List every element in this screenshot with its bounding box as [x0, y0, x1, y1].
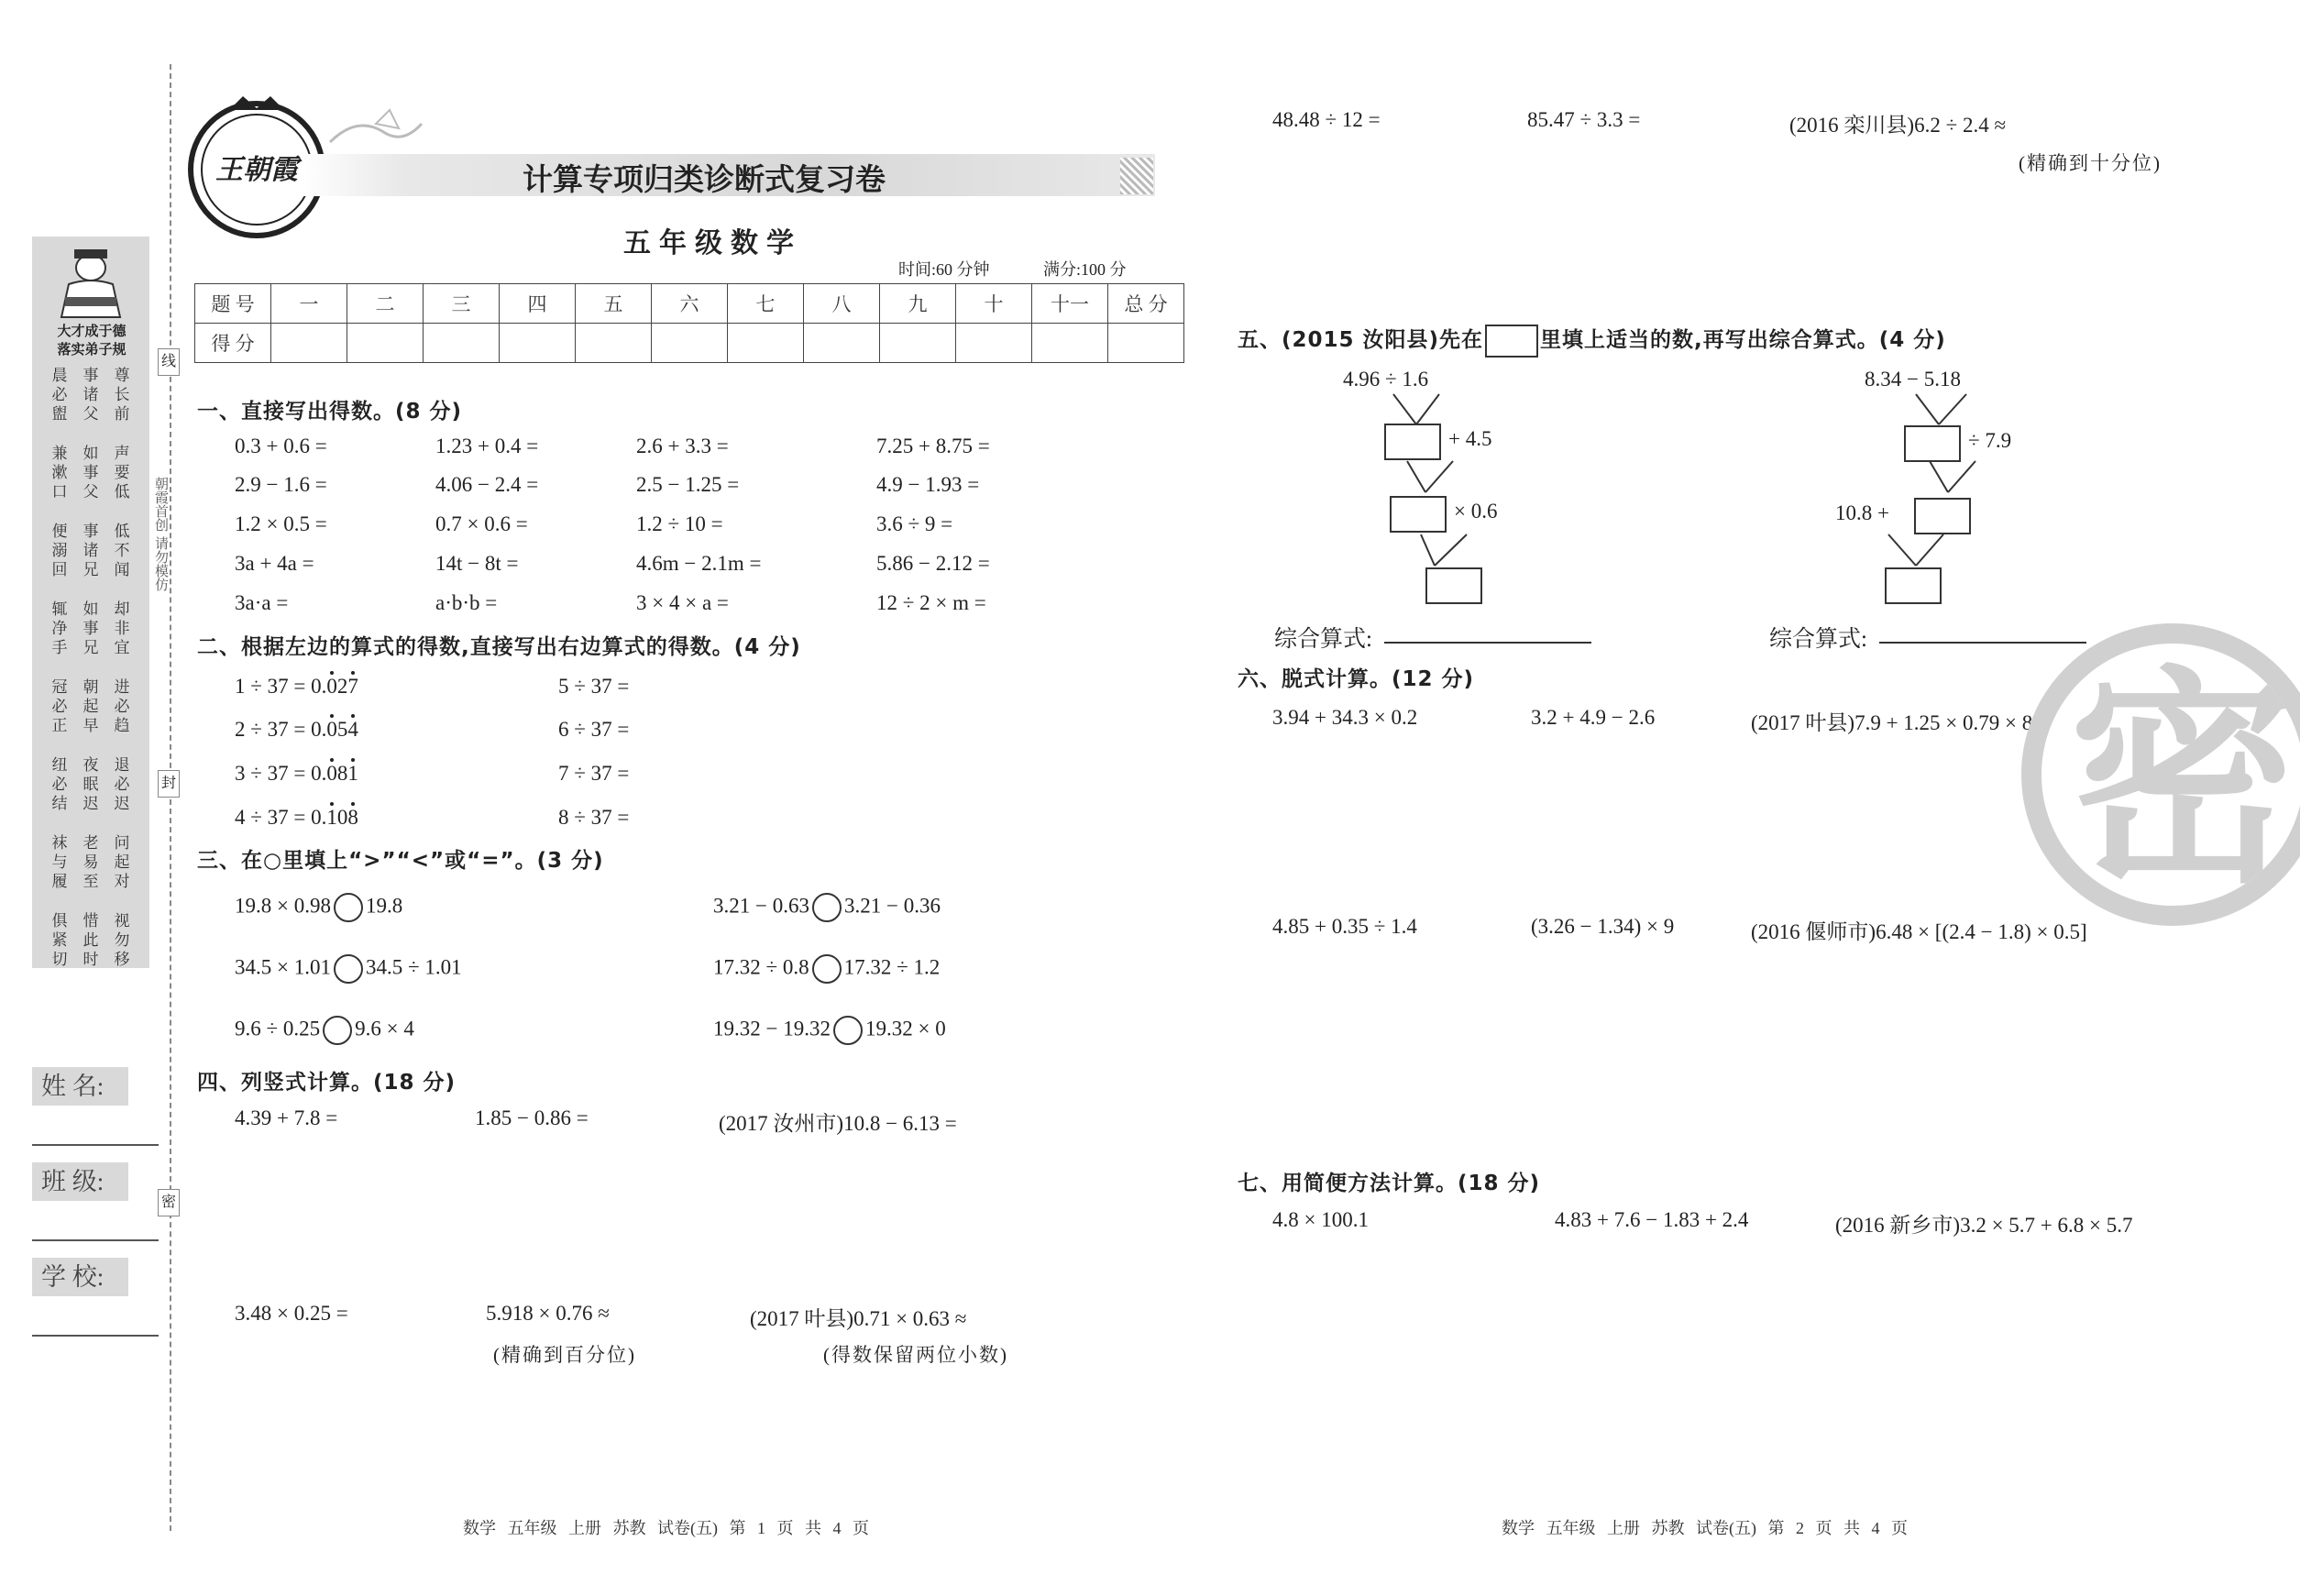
answer-box[interactable]: [1885, 567, 1942, 604]
digit: 0: [336, 806, 348, 829]
repeat-digit: 7: [347, 675, 358, 698]
score-input-cell[interactable]: [1032, 324, 1108, 363]
question: 12 ÷ 2 × m =: [876, 591, 986, 614]
compare-left: 17.32 ÷ 0.8: [713, 955, 809, 979]
score-cell: 题 号: [195, 284, 271, 324]
motto-col: 尊长前: [114, 367, 130, 424]
compare-circle[interactable]: [812, 954, 842, 984]
score-cell: 四: [500, 284, 576, 324]
score-input-cell[interactable]: [1108, 324, 1184, 363]
motto-panel: [32, 237, 149, 968]
score-cell: 八: [804, 284, 880, 324]
question: 8 ÷ 37 =: [558, 806, 630, 829]
question: 3.94 + 34.3 × 0.2: [1272, 706, 1418, 729]
page-title: 计算专项归类诊断式复习卷: [523, 161, 886, 197]
score-input-cell[interactable]: [347, 324, 424, 363]
motto-col: 事诸父: [83, 367, 99, 424]
answer-box[interactable]: [1384, 424, 1441, 460]
score-label-cell: 得 分: [195, 324, 271, 363]
motto-group: [49, 600, 133, 658]
section1-title: 一、直接写出得数。(8 分): [197, 400, 463, 424]
motto-col: 退必迟: [114, 756, 130, 813]
question: (3.26 − 1.34) × 9: [1531, 915, 1675, 938]
repeat-digit: 8: [347, 806, 358, 829]
tree-op: 10.8 +: [1835, 501, 1889, 524]
expr: 2 ÷ 37 = 0.: [235, 718, 327, 741]
precision-note: (精确到百分位): [493, 1344, 636, 1366]
compare-right: 9.6 × 4: [355, 1017, 414, 1040]
motto-col: 便溺回: [51, 523, 68, 579]
question: 4.85 + 0.35 ÷ 1.4: [1272, 915, 1417, 938]
question: 85.47 ÷ 3.3 =: [1527, 108, 1641, 131]
answer-box[interactable]: [1904, 425, 1961, 462]
repeat-digit: 4: [347, 718, 358, 741]
compare-circle[interactable]: [833, 1016, 863, 1045]
motto-group: [49, 756, 133, 814]
score-cell: 五: [576, 284, 652, 324]
scholar-figure: [32, 244, 149, 326]
subject-title: 五年级数学: [623, 227, 802, 259]
motto-col: 晨必盥: [51, 367, 68, 424]
watermark-glyph: 密: [2069, 647, 2298, 914]
motto-col: 事诸兄: [83, 523, 99, 579]
question: (2017 叶县)7.9 + 1.25 × 0.79 × 8: [1751, 711, 2033, 734]
question: 5 ÷ 37 =: [558, 675, 630, 698]
compare-left: 19.8 × 0.98: [235, 894, 331, 918]
question: 4.83 + 7.6 − 1.83 + 2.4: [1555, 1208, 1749, 1231]
motto-col: 如事兄: [83, 600, 99, 657]
compare-left: 19.32 − 19.32: [713, 1017, 831, 1040]
score-table-header-row: [195, 284, 1184, 324]
question: 4.06 − 2.4 =: [435, 473, 539, 496]
question: 1.85 − 0.86 =: [475, 1106, 589, 1129]
score-table-score-row: [195, 324, 1184, 363]
copyright-note: 朝霞首创 请勿模仿: [153, 477, 170, 591]
score-input-cell[interactable]: [728, 324, 804, 363]
motto-col: 进必趋: [114, 678, 130, 735]
compare-item: [235, 1016, 414, 1045]
score-input-cell[interactable]: [271, 324, 347, 363]
repeating-decimal: [235, 718, 358, 742]
repeat-digit: 0: [326, 718, 337, 741]
repeating-decimal: [235, 762, 358, 786]
motto-col: 老易至: [83, 834, 99, 891]
binding-mark-2: 封: [158, 770, 180, 798]
score-input-cell[interactable]: [500, 324, 576, 363]
answer-box[interactable]: [1425, 567, 1482, 604]
motto-col: 如事父: [83, 445, 99, 501]
motto-col: 纽必结: [51, 756, 68, 813]
motto-col: 视勿移: [114, 912, 130, 969]
precision-note: (精确到十分位): [2019, 152, 2162, 174]
motto-group: [49, 912, 133, 970]
tree-top: 4.96 ÷ 1.6: [1343, 368, 1429, 391]
motto-col: 低不闻: [114, 523, 130, 579]
motto-col: 声要低: [114, 445, 130, 501]
score-cell: 十一: [1032, 284, 1108, 324]
digit: 2: [336, 675, 348, 698]
digit: 8: [336, 762, 348, 785]
school-label: 学 校:: [32, 1258, 128, 1296]
repeat-digit: 1: [347, 762, 358, 785]
question: 3.48 × 0.25 =: [235, 1302, 348, 1325]
question: 2.6 + 3.3 =: [636, 435, 729, 457]
question: 48.48 ÷ 12 =: [1272, 108, 1381, 131]
score-cell: 九: [880, 284, 956, 324]
score-table: [194, 283, 1184, 363]
answer-box[interactable]: [1390, 496, 1447, 533]
question: 1.2 × 0.5 =: [235, 512, 327, 535]
score-cell: 一: [271, 284, 347, 324]
combined-expr-label: 综合算式:: [1769, 627, 1867, 652]
question: 5.918 × 0.76 ≈: [486, 1302, 610, 1325]
score-input-cell[interactable]: [652, 324, 728, 363]
compare-circle[interactable]: [323, 1016, 352, 1045]
score-input-cell[interactable]: [424, 324, 500, 363]
score-cell: 十: [956, 284, 1032, 324]
section2-title: 二、根据左边的算式的得数,直接写出右边算式的得数。(4 分): [197, 635, 801, 659]
score-info: 满分:100 分: [1043, 260, 1127, 279]
motto-col: 兼漱口: [51, 445, 68, 501]
motto-col: 俱紧切: [51, 912, 68, 969]
question: (2016 新乡市)3.2 × 5.7 + 6.8 × 5.7: [1835, 1214, 2133, 1237]
question: 3.2 + 4.9 − 2.6: [1531, 706, 1656, 729]
score-input-cell[interactable]: [956, 324, 1032, 363]
question: 4.39 + 7.8 =: [235, 1106, 338, 1129]
tree-op: ÷ 7.9: [1968, 429, 2012, 452]
tree-top: 8.34 − 5.18: [1865, 368, 1961, 391]
compare-right: 3.21 − 0.36: [843, 894, 941, 918]
name-field[interactable]: [32, 1144, 159, 1146]
compare-left: 34.5 × 1.01: [235, 955, 331, 979]
repeat-digit: 0: [326, 675, 337, 698]
compare-item: [713, 893, 941, 922]
motto-col: 却非宜: [114, 600, 130, 657]
question: 5.86 − 2.12 =: [876, 552, 990, 575]
tree-op: + 4.5: [1448, 427, 1492, 450]
motto-group: [49, 834, 133, 892]
section5-title-a: 五、(2015 汝阳县)先在: [1238, 328, 1484, 352]
question: 2.9 − 1.6 =: [235, 473, 327, 496]
compare-item: [713, 1016, 946, 1045]
question: 4.8 × 100.1: [1272, 1208, 1369, 1231]
score-input-cell[interactable]: [880, 324, 956, 363]
motto-col: 辄净手: [51, 600, 68, 657]
section5-title: [1238, 323, 1946, 358]
section7-title: 七、用简便方法计算。(18 分): [1238, 1172, 1541, 1195]
question: 3a·a =: [235, 591, 289, 614]
expr: 4 ÷ 37 = 0.: [235, 806, 327, 829]
question: (2017 汝州市)10.8 − 6.13 =: [719, 1112, 957, 1135]
digit: 5: [336, 718, 348, 741]
motto-group: [49, 523, 133, 580]
compare-right: 34.5 ÷ 1.01: [365, 955, 462, 979]
question: 4.6m − 2.1m =: [636, 552, 762, 575]
score-cell: 三: [424, 284, 500, 324]
question: 3a + 4a =: [235, 552, 314, 575]
repeating-decimal: [235, 806, 358, 830]
expr: 1 ÷ 37 = 0.: [235, 675, 327, 698]
compare-right: 19.8: [365, 894, 403, 918]
motto-col: 问起对: [114, 834, 130, 891]
motto-col: 夜眠迟: [83, 756, 99, 813]
combined-expr-line[interactable]: [1384, 642, 1591, 644]
score-input-cell[interactable]: [576, 324, 652, 363]
title-bar-texture: [1120, 158, 1153, 194]
logo-text: 王朝霞: [215, 155, 298, 185]
ribbon-decoration: [321, 105, 431, 160]
repeating-decimal: [235, 675, 358, 699]
motto-col: 朝起早: [83, 678, 99, 735]
class-label: 班 级:: [32, 1162, 128, 1201]
compare-item: [713, 954, 940, 984]
motto-group: [49, 367, 133, 424]
question: 3 × 4 × a =: [636, 591, 729, 614]
score-cell: 六: [652, 284, 728, 324]
score-cell: 二: [347, 284, 424, 324]
compare-circle[interactable]: [334, 893, 363, 922]
question: 0.7 × 0.6 =: [435, 512, 528, 535]
compare-right: 19.32 × 0: [864, 1017, 946, 1040]
binding-mark-1: 线: [158, 348, 180, 376]
time-info: 时间:60 分钟: [898, 260, 990, 279]
answer-box[interactable]: [1914, 498, 1971, 534]
section4-title: 四、列竖式计算。(18 分): [197, 1071, 457, 1095]
repeat-digit: 1: [326, 806, 337, 829]
motto-col: 惜此时: [83, 912, 99, 969]
combined-expr-line[interactable]: [1879, 642, 2086, 644]
section6-title: 六、脱式计算。(12 分): [1238, 667, 1475, 691]
secret-watermark: [2021, 623, 2300, 926]
question: 4.9 − 1.93 =: [876, 473, 980, 496]
motto-group: [49, 678, 133, 736]
compare-circle[interactable]: [334, 954, 363, 984]
question: 7.25 + 8.75 =: [876, 435, 990, 457]
combined-expr-label: 综合算式:: [1274, 627, 1372, 652]
class-field[interactable]: [32, 1239, 159, 1241]
name-label: 姓 名:: [32, 1067, 128, 1106]
precision-note: (得数保留两位小数): [823, 1344, 1008, 1366]
motto-col: 冠必正: [51, 678, 68, 735]
expr: 3 ÷ 37 = 0.: [235, 762, 327, 785]
binding-mark-3: 密: [158, 1189, 180, 1216]
title-box: [1485, 325, 1538, 358]
question: (2016 栾川县)6.2 ÷ 2.4 ≈: [1789, 114, 2007, 137]
score-cell: 七: [728, 284, 804, 324]
question: 1.23 + 0.4 =: [435, 435, 539, 457]
score-cell: 总 分: [1108, 284, 1184, 324]
question: 6 ÷ 37 =: [558, 718, 630, 741]
question: 14t − 8t =: [435, 552, 519, 575]
compare-right: 17.32 ÷ 1.2: [843, 955, 941, 979]
score-input-cell[interactable]: [804, 324, 880, 363]
compare-item: [235, 893, 402, 922]
section3-title: 三、在○里填上“>”“<”或“=”。(3 分): [197, 849, 604, 873]
compare-left: 3.21 − 0.63: [713, 894, 809, 918]
motto-title-1: 大才成于德: [57, 323, 127, 339]
question: 0.3 + 0.6 =: [235, 435, 327, 457]
compare-left: 9.6 ÷ 0.25: [235, 1017, 321, 1040]
motto-title-2: 落实弟子规: [57, 341, 127, 358]
question: 7 ÷ 37 =: [558, 762, 630, 785]
repeat-digit: 0: [326, 762, 337, 785]
footer-left: 数学 五年级 上册 苏教 试卷(五) 第 1 页 共 4 页: [463, 1519, 869, 1537]
question: (2017 叶县)0.71 × 0.63 ≈: [750, 1307, 967, 1330]
tree-op: × 0.6: [1454, 500, 1498, 523]
motto-col: 袜与履: [51, 834, 68, 891]
footer-right: 数学 五年级 上册 苏教 试卷(五) 第 2 页 共 4 页: [1502, 1519, 1908, 1537]
question: 3.6 ÷ 9 =: [876, 512, 953, 535]
school-field[interactable]: [32, 1335, 159, 1337]
compare-item: [235, 954, 462, 984]
section5-title-b: 里填上适当的数,再写出综合算式。(4 分): [1540, 328, 1946, 352]
question: a·b·b =: [435, 591, 498, 614]
binding-line: [170, 64, 171, 1531]
compare-circle[interactable]: [812, 893, 842, 922]
question: (2016 偃师市)6.48 × [(2.4 − 1.8) × 0.5]: [1751, 920, 2087, 943]
motto-group: [49, 445, 133, 502]
question: 1.2 ÷ 10 =: [636, 512, 723, 535]
question: 2.5 − 1.25 =: [636, 473, 740, 496]
